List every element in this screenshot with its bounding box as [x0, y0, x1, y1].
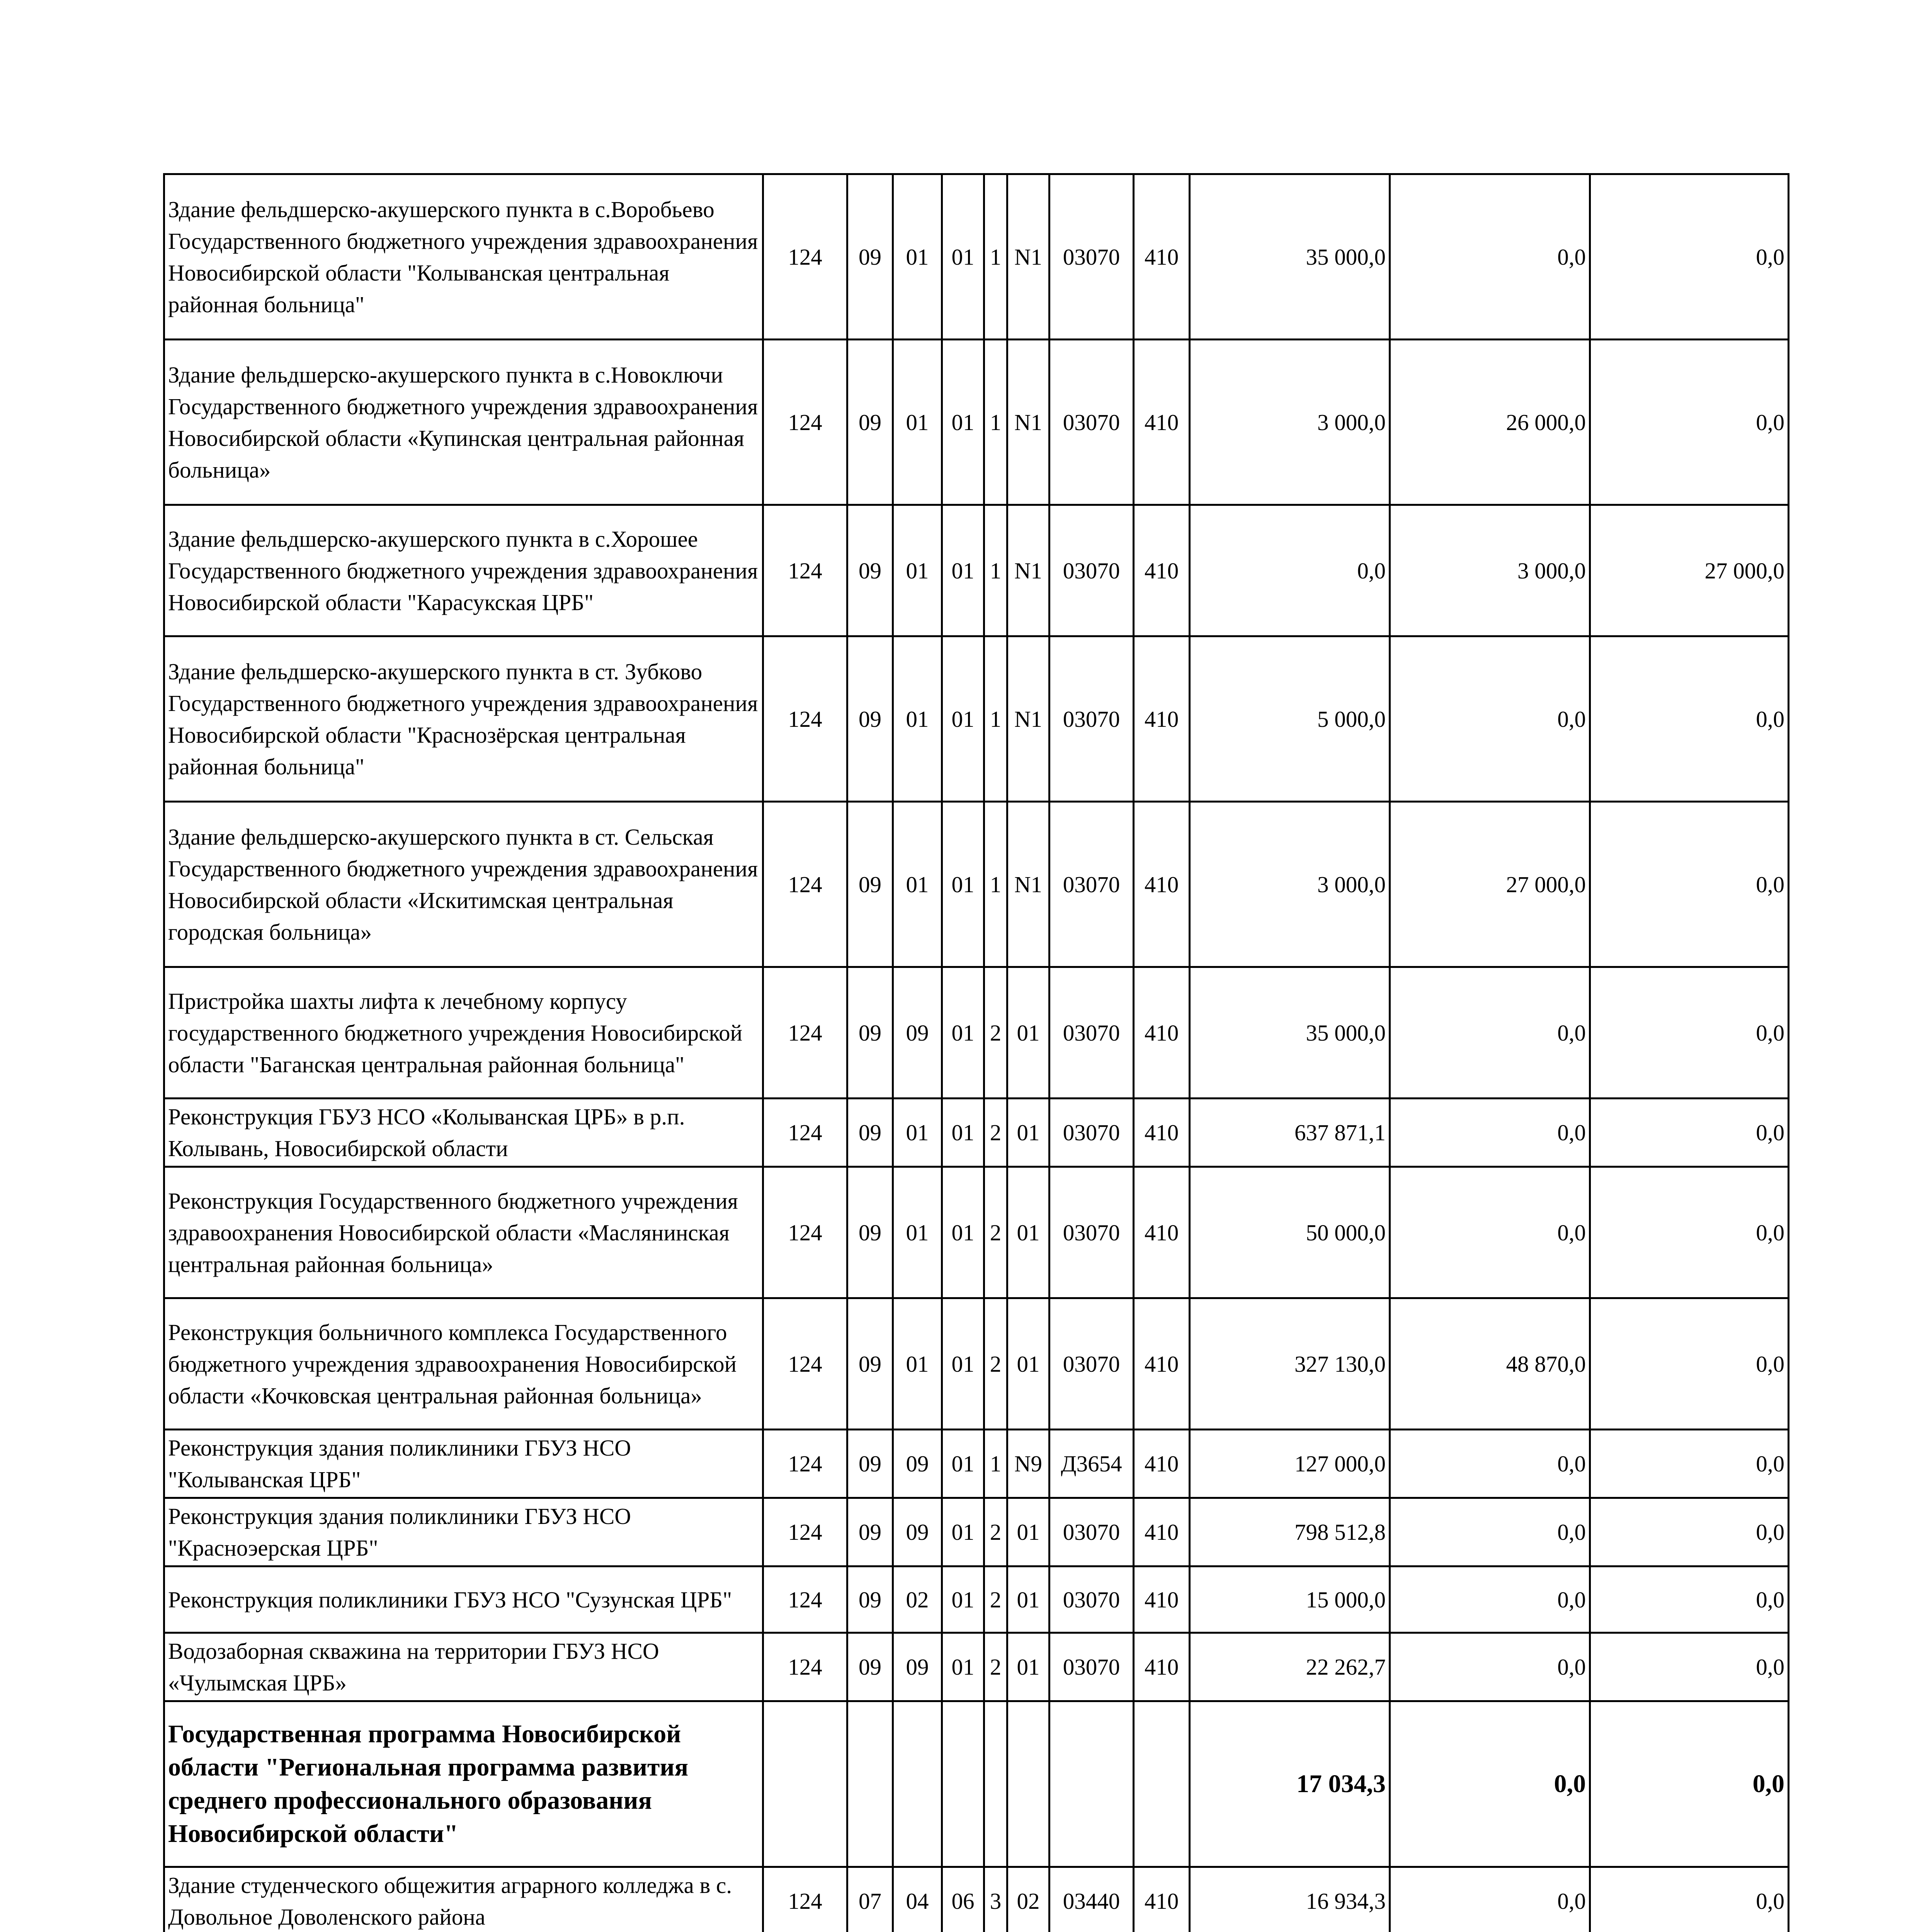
code-subprogram-cell: 2	[984, 1298, 1007, 1430]
table-row	[164, 967, 1789, 1099]
code-subsection-cell: 09	[893, 1498, 942, 1566]
code-ministry-cell	[763, 1701, 847, 1867]
object-name-cell: Реконструкция здания поликлиники ГБУЗ НСО "Красноэерская ЦРБ"	[164, 1498, 763, 1566]
code-subsection-cell: 01	[893, 1167, 942, 1298]
code-project-cell: 01	[1007, 1633, 1050, 1701]
table-row	[164, 1566, 1789, 1633]
budget-table	[163, 173, 1789, 1932]
amount-year1-cell: 0,0	[1190, 505, 1390, 636]
code-direction-cell: 03070	[1050, 1633, 1134, 1701]
code-section-cell: 09	[847, 505, 893, 636]
code-project-cell: N1	[1007, 340, 1050, 505]
amount-year3-cell: 0,0	[1590, 967, 1789, 1099]
amount-year1-cell: 35 000,0	[1190, 967, 1390, 1099]
code-expense-type-cell: 410	[1134, 1498, 1190, 1566]
code-direction-cell: 03070	[1050, 1167, 1134, 1298]
code-program-cell: 01	[942, 505, 984, 636]
code-direction-cell: 03070	[1050, 1099, 1134, 1167]
code-subprogram-cell: 2	[984, 1498, 1007, 1566]
code-expense-type-cell: 410	[1134, 967, 1190, 1099]
amount-year1-cell: 127 000,0	[1190, 1430, 1390, 1498]
object-name-cell: Реконструкция поликлиники ГБУЗ НСО "Сузунская ЦРБ"	[164, 1566, 763, 1633]
code-ministry-cell: 124	[763, 967, 847, 1099]
object-name-cell: Государственная программа Новосибирской области "Региональная программа развития среднего профессионального образования Новосибирской области"	[164, 1701, 763, 1867]
amount-year1-cell: 15 000,0	[1190, 1566, 1390, 1633]
amount-year3-cell: 0,0	[1590, 340, 1789, 505]
code-expense-type-cell: 410	[1134, 1867, 1190, 1932]
amount-year1-cell: 5 000,0	[1190, 636, 1390, 802]
amount-year2-cell: 26 000,0	[1390, 340, 1590, 505]
code-ministry-cell: 124	[763, 1099, 847, 1167]
code-subprogram-cell: 3	[984, 1867, 1007, 1932]
amount-year1-cell: 327 130,0	[1190, 1298, 1390, 1430]
code-subprogram-cell: 1	[984, 802, 1007, 967]
code-ministry-cell: 124	[763, 1566, 847, 1633]
amount-year1-cell: 16 934,3	[1190, 1867, 1390, 1932]
code-subsection-cell: 09	[893, 1633, 942, 1701]
object-name-cell: Здание фельдшерско-акушерского пункта в с.Хорошее Государственного бюджетного учреждения здравоохранения Новосибирской области "Карасукская ЦРБ"	[164, 505, 763, 636]
code-subsection-cell: 01	[893, 505, 942, 636]
table-row	[164, 1298, 1789, 1430]
object-name-cell: Здание фельдшерско-акушерского пункта в с.Новоключи Государственного бюджетного учреждения здравоохранения Новосибирской области «Купинская центральная районная больница»	[164, 340, 763, 505]
amount-year2-cell: 0,0	[1390, 174, 1590, 340]
code-program-cell: 01	[942, 1099, 984, 1167]
code-project-cell: 01	[1007, 1099, 1050, 1167]
code-section-cell: 07	[847, 1867, 893, 1932]
code-subprogram-cell: 2	[984, 967, 1007, 1099]
amount-year3-cell: 0,0	[1590, 1167, 1789, 1298]
amount-year1-cell: 3 000,0	[1190, 802, 1390, 967]
code-ministry-cell: 124	[763, 1867, 847, 1932]
code-ministry-cell: 124	[763, 1498, 847, 1566]
object-name-cell: Здание студенческого общежития аграрного колледжа в с. Довольное Доволенского района	[164, 1867, 763, 1932]
code-project-cell: 01	[1007, 1566, 1050, 1633]
code-program-cell: 01	[942, 1498, 984, 1566]
amount-year2-cell: 0,0	[1390, 1430, 1590, 1498]
code-project-cell: N1	[1007, 174, 1050, 340]
code-subprogram-cell	[984, 1701, 1007, 1867]
code-subsection-cell: 01	[893, 1099, 942, 1167]
code-project-cell: 01	[1007, 1167, 1050, 1298]
code-section-cell	[847, 1701, 893, 1867]
amount-year3-cell: 0,0	[1590, 1298, 1789, 1430]
code-section-cell: 09	[847, 340, 893, 505]
code-subprogram-cell: 2	[984, 1099, 1007, 1167]
code-direction-cell: 03070	[1050, 174, 1134, 340]
code-direction-cell: Д3654	[1050, 1430, 1134, 1498]
table-body	[164, 174, 1789, 1932]
code-subprogram-cell: 2	[984, 1167, 1007, 1298]
amount-year3-cell: 0,0	[1590, 1566, 1789, 1633]
code-expense-type-cell: 410	[1134, 1430, 1190, 1498]
amount-year2-cell: 27 000,0	[1390, 802, 1590, 967]
code-section-cell: 09	[847, 636, 893, 802]
code-subsection-cell: 01	[893, 636, 942, 802]
code-direction-cell: 03070	[1050, 967, 1134, 1099]
code-expense-type-cell: 410	[1134, 1167, 1190, 1298]
code-subprogram-cell: 1	[984, 340, 1007, 505]
object-name-cell: Пристройка шахты лифта к лечебному корпусу государственного бюджетного учреждения Новосибирской области "Баганская центральная районная больница"	[164, 967, 763, 1099]
code-project-cell: 01	[1007, 967, 1050, 1099]
amount-year3-cell: 27 000,0	[1590, 505, 1789, 636]
amount-year3-cell: 0,0	[1590, 1867, 1789, 1932]
code-program-cell: 01	[942, 802, 984, 967]
code-program-cell: 01	[942, 1633, 984, 1701]
table-row	[164, 802, 1789, 967]
code-direction-cell: 03070	[1050, 505, 1134, 636]
amount-year2-cell: 0,0	[1390, 1633, 1590, 1701]
code-program-cell: 01	[942, 1566, 984, 1633]
amount-year1-cell: 35 000,0	[1190, 174, 1390, 340]
amount-year2-cell: 0,0	[1390, 1099, 1590, 1167]
code-ministry-cell: 124	[763, 636, 847, 802]
code-program-cell: 01	[942, 340, 984, 505]
code-expense-type-cell: 410	[1134, 1633, 1190, 1701]
code-ministry-cell: 124	[763, 1633, 847, 1701]
table-row	[164, 1867, 1789, 1932]
code-subsection-cell: 04	[893, 1867, 942, 1932]
code-section-cell: 09	[847, 174, 893, 340]
code-section-cell: 09	[847, 1167, 893, 1298]
code-subsection-cell: 01	[893, 340, 942, 505]
amount-year2-cell: 0,0	[1390, 1167, 1590, 1298]
code-subprogram-cell: 1	[984, 174, 1007, 340]
code-section-cell: 09	[847, 1566, 893, 1633]
code-project-cell: 01	[1007, 1498, 1050, 1566]
code-subprogram-cell: 1	[984, 636, 1007, 802]
code-direction-cell: 03070	[1050, 1298, 1134, 1430]
object-name-cell: Реконструкция больничного комплекса Государственного бюджетного учреждения здравоохранения Новосибирской области «Кочковская центральная районная больница»	[164, 1298, 763, 1430]
code-expense-type-cell: 410	[1134, 174, 1190, 340]
code-subprogram-cell: 1	[984, 1430, 1007, 1498]
code-expense-type-cell	[1134, 1701, 1190, 1867]
code-subprogram-cell: 2	[984, 1633, 1007, 1701]
code-direction-cell: 03070	[1050, 1566, 1134, 1633]
amount-year1-cell: 50 000,0	[1190, 1167, 1390, 1298]
code-project-cell: N1	[1007, 505, 1050, 636]
amount-year3-cell: 0,0	[1590, 1430, 1789, 1498]
code-project-cell: 02	[1007, 1867, 1050, 1932]
amount-year2-cell: 0,0	[1390, 1498, 1590, 1566]
table-row	[164, 1633, 1789, 1701]
object-name-cell: Реконструкция здания поликлиники ГБУЗ НСО "Колыванская ЦРБ"	[164, 1430, 763, 1498]
object-name-cell: Здание фельдшерско-акушерского пункта в с.Воробьево Государственного бюджетного учреждения здравоохранения Новосибирской области "Колыванская центральная районная больница"	[164, 174, 763, 340]
code-program-cell: 01	[942, 1167, 984, 1298]
code-expense-type-cell: 410	[1134, 505, 1190, 636]
code-ministry-cell: 124	[763, 802, 847, 967]
amount-year3-cell: 0,0	[1590, 1498, 1789, 1566]
object-name-cell: Реконструкция Государственного бюджетного учреждения здравоохранения Новосибирской области «Маслянинская центральная районная больница»	[164, 1167, 763, 1298]
object-name-cell: Здание фельдшерско-акушерского пункта в ст. Сельская Государственного бюджетного учреждения здравоохранения Новосибирской области «Искитимская центральная городская больница»	[164, 802, 763, 967]
table-row	[164, 636, 1789, 802]
code-subsection-cell: 01	[893, 1298, 942, 1430]
code-project-cell: N1	[1007, 802, 1050, 967]
code-direction-cell	[1050, 1701, 1134, 1867]
code-section-cell: 09	[847, 1099, 893, 1167]
amount-year1-cell: 637 871,1	[1190, 1099, 1390, 1167]
code-section-cell: 09	[847, 1633, 893, 1701]
amount-year2-cell: 0,0	[1390, 1867, 1590, 1932]
amount-year3-cell: 0,0	[1590, 636, 1789, 802]
table-row	[164, 1099, 1789, 1167]
amount-year2-cell: 0,0	[1390, 636, 1590, 802]
object-name-cell: Реконструкция ГБУЗ НСО «Колыванская ЦРБ» в р.п. Колывань, Новосибирской области	[164, 1099, 763, 1167]
code-expense-type-cell: 410	[1134, 1566, 1190, 1633]
code-program-cell: 01	[942, 174, 984, 340]
object-name-cell: Водозаборная скважина на территории ГБУЗ НСО «Чулымская ЦРБ»	[164, 1633, 763, 1701]
code-program-cell: 01	[942, 636, 984, 802]
code-subsection-cell: 01	[893, 802, 942, 967]
code-section-cell: 09	[847, 802, 893, 967]
table-row	[164, 1430, 1789, 1498]
amount-year2-cell: 0,0	[1390, 1701, 1590, 1867]
amount-year1-cell: 798 512,8	[1190, 1498, 1390, 1566]
code-direction-cell: 03440	[1050, 1867, 1134, 1932]
code-direction-cell: 03070	[1050, 802, 1134, 967]
code-ministry-cell: 124	[763, 174, 847, 340]
code-subsection-cell: 09	[893, 967, 942, 1099]
code-program-cell	[942, 1701, 984, 1867]
amount-year2-cell: 48 870,0	[1390, 1298, 1590, 1430]
table-row	[164, 174, 1789, 340]
code-program-cell: 01	[942, 967, 984, 1099]
code-expense-type-cell: 410	[1134, 340, 1190, 505]
code-direction-cell: 03070	[1050, 340, 1134, 505]
code-subsection-cell	[893, 1701, 942, 1867]
amount-year3-cell: 0,0	[1590, 1633, 1789, 1701]
code-subsection-cell: 02	[893, 1566, 942, 1633]
code-project-cell: N9	[1007, 1430, 1050, 1498]
code-program-cell: 01	[942, 1298, 984, 1430]
amount-year1-cell: 22 262,7	[1190, 1633, 1390, 1701]
code-expense-type-cell: 410	[1134, 1099, 1190, 1167]
program-row	[164, 1701, 1789, 1867]
table-row	[164, 1498, 1789, 1566]
code-direction-cell: 03070	[1050, 1498, 1134, 1566]
amount-year2-cell: 0,0	[1390, 967, 1590, 1099]
code-program-cell: 01	[942, 1430, 984, 1498]
code-section-cell: 09	[847, 1430, 893, 1498]
code-subprogram-cell: 2	[984, 1566, 1007, 1633]
code-project-cell: 01	[1007, 1298, 1050, 1430]
code-project-cell	[1007, 1701, 1050, 1867]
amount-year1-cell: 3 000,0	[1190, 340, 1390, 505]
table-row	[164, 505, 1789, 636]
code-project-cell: N1	[1007, 636, 1050, 802]
amount-year3-cell: 0,0	[1590, 1701, 1789, 1867]
code-section-cell: 09	[847, 967, 893, 1099]
table-row	[164, 1167, 1789, 1298]
code-section-cell: 09	[847, 1498, 893, 1566]
code-expense-type-cell: 410	[1134, 636, 1190, 802]
amount-year3-cell: 0,0	[1590, 174, 1789, 340]
code-ministry-cell: 124	[763, 505, 847, 636]
code-program-cell: 06	[942, 1867, 984, 1932]
amount-year2-cell: 0,0	[1390, 1566, 1590, 1633]
amount-year2-cell: 3 000,0	[1390, 505, 1590, 636]
code-section-cell: 09	[847, 1298, 893, 1430]
amount-year3-cell: 0,0	[1590, 802, 1789, 967]
code-subsection-cell: 01	[893, 174, 942, 340]
code-ministry-cell: 124	[763, 340, 847, 505]
table-row	[164, 340, 1789, 505]
code-ministry-cell: 124	[763, 1298, 847, 1430]
amount-year1-cell: 17 034,3	[1190, 1701, 1390, 1867]
code-expense-type-cell: 410	[1134, 1298, 1190, 1430]
code-expense-type-cell: 410	[1134, 802, 1190, 967]
code-ministry-cell: 124	[763, 1167, 847, 1298]
code-direction-cell: 03070	[1050, 636, 1134, 802]
code-subsection-cell: 09	[893, 1430, 942, 1498]
object-name-cell: Здание фельдшерско-акушерского пункта в ст. Зубково Государственного бюджетного учреждения здравоохранения Новосибирской области "Краснозёрская центральная районная больница"	[164, 636, 763, 802]
amount-year3-cell: 0,0	[1590, 1099, 1789, 1167]
code-subprogram-cell: 1	[984, 505, 1007, 636]
code-ministry-cell: 124	[763, 1430, 847, 1498]
